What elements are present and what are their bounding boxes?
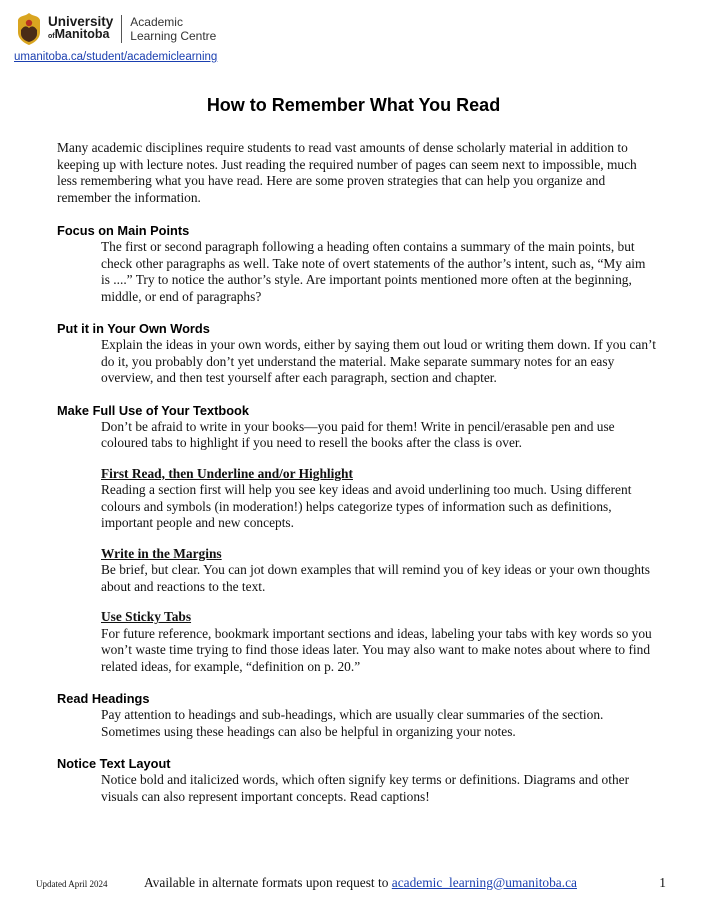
section-heading: Put it in Your Own Words [57, 321, 210, 336]
section-body: Pay attention to headings and sub-headings, which are usually clear summaries of the section. Sometimes using these headings can also be helpful in organizing your notes. [101, 707, 604, 739]
unit-name [130, 15, 216, 43]
section-heading: Make Full Use of Your Textbook [57, 402, 249, 418]
section-body: Notice bold and italicized words, which often signify key terms or definitions. Diagrams and other visuals can also represent important concepts. Read captions! [101, 772, 630, 804]
section-heading: Notice Text Layout [57, 756, 171, 771]
university-line1: University [48, 14, 114, 29]
section-focus-main-points [57, 222, 657, 305]
updated-date: Updated April 2024 [36, 879, 108, 889]
subsection-heading: Write in the Margins [101, 545, 222, 561]
subsection-sticky-tabs [101, 609, 657, 675]
unit-line2: Learning Centre [130, 29, 217, 43]
section-own-words [57, 320, 657, 387]
subsection-underline [101, 466, 657, 532]
university-line2: Manitoba [54, 27, 110, 41]
university-wordmark [48, 15, 113, 43]
contact-email-link[interactable]: academic_learning@umanitoba.ca [391, 875, 577, 890]
subsection-body: Reading a section first will help you see key ideas and avoid underlining too much. Using different colours and symbols (in moderation!) helps categorize types of information such as definitions, important people and new concepts. [101, 482, 632, 530]
unit-line1: Academic [130, 15, 183, 29]
page-title: How to Remember What You Read [206, 95, 501, 115]
alternate-formats-text: Available in alternate formats upon request to [144, 875, 389, 890]
section-body: Explain the ideas in your own words, either by saying them out loud or writing them down. If you can’t do it, you probably don’t yet understand the material. Make separate summary notes for an easy overview, and then test yourself after each paragraph, section and chapter. [101, 337, 656, 385]
document-body [57, 140, 657, 820]
section-heading: Read Headings [57, 691, 150, 706]
section-text-layout [57, 755, 657, 805]
subsection-body: Be brief, but clear. You can jot down examples that will remind you of key ideas or your own thoughts about and reactions to the text. [101, 562, 650, 594]
alternate-formats-note [144, 875, 577, 891]
subsection-heading: Use Sticky Tabs [101, 609, 192, 624]
subsection-body: For future reference, bookmark important sections and ideas, labeling your tabs with key words so you won’t waste time trying to find those ideas later. You may also want to make notes about where to find related ideas, for example, “definition on p. 20.” [101, 625, 652, 674]
university-crest-icon [16, 12, 42, 46]
unit-url-link[interactable]: umanitoba.ca/student/academiclearning [14, 51, 218, 63]
section-textbook [57, 402, 657, 676]
section-read-headings [57, 690, 657, 740]
subsection-margins [101, 546, 657, 596]
section-heading: Focus on Main Points [57, 223, 190, 238]
university-of: of [48, 33, 55, 40]
section-body: The first or second paragraph following a heading often contains a summary of the main points, but check other paragraphs as well. Take note of overt statements of the author’s intent, such as, “My aim is ....” Try to notice the author’s style. Are important points mentioned more often at the beginning, middle, or end of paragraphs? [101, 239, 646, 304]
header-divider [121, 15, 122, 43]
page-header [16, 12, 216, 46]
subsection-heading: First Read, then Underline and/or Highlight [101, 465, 353, 481]
page-number: 1 [659, 875, 666, 890]
page-footer [36, 875, 666, 891]
intro-paragraph: Many academic disciplines require students to read vast amounts of dense scholarly material in addition to keeping up with lecture notes. Just reading the required number of pages can seem next to impossible, much less remembering what you have read. Here are some proven strategies that can help you organize and remember the information. [57, 140, 637, 205]
section-body: Don’t be afraid to write in your books—you paid for them! Write in pencil/erasable pen and use coloured tabs to highlight if you need to resell the books after the class is over. [101, 418, 615, 450]
